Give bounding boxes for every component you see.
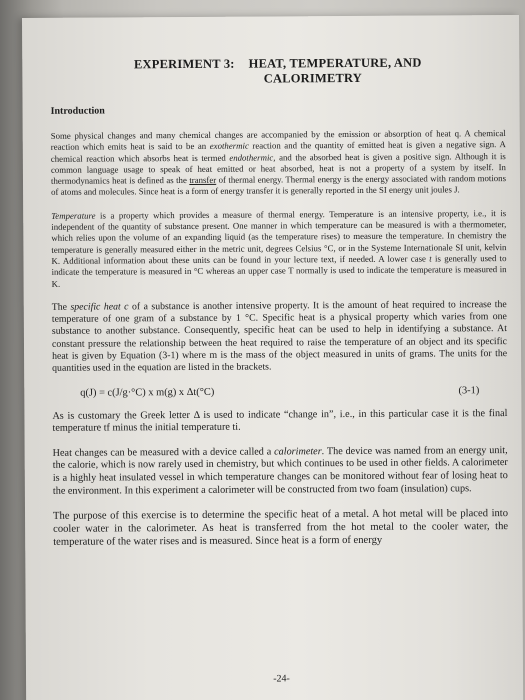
p2-temperature-term: Temperature [51,210,96,221]
document-title [50,55,505,88]
paragraph-calorimeter [53,445,508,498]
p1-text-5: and the absorbed heat is given a positive sign. Although it is common language usage to speak of heat emitted or heat absorbed, heat is not a property of a system by itself. In thermodynamics heat is defined as the [50,150,506,187]
section-heading: Introduction [50,105,105,117]
equation-3-1 [80,385,479,398]
equation-number: (3-1) [458,384,480,396]
equation-text: q(J) = c(J/g·°C) x m(g) x Δt(°C) [80,386,215,399]
page-number: -24- [273,673,290,685]
paragraph-purpose: The purpose of this exercise is to determine the specific heat of a metal. A hot metal will be placed into cooler water in the calorimeter. As heat is transferred from the hot metal to the cooler water, the temperature of the water rises and is measured. Since heat is a form of energy [53,508,509,549]
paragraph-specific-heat [52,299,507,376]
document-page [22,15,523,700]
p1-text-7: of thermal energy. Thermal energy is the energy associated with random motions of atoms and molecules. Since heat is a form of energy transfer it is generally reported in the SI energy unit joules J. [51,173,507,198]
title-experiment: EXPERIMENT 3: [133,56,235,72]
p5-text-1: Heat changes can be measured with a device called a [52,446,275,459]
p3-text-1: The [51,301,71,313]
p2-lowercase-t: t [429,253,432,264]
p5-text-3: . The device was named from an energy unit, the calorie, which is now rarely used in chemistry, but which continues to be used in other fields. A calorimeter is a highly heat insulated vessel in which temperature changes can be monitored without fear of losing heat to the environment. In this experiment a calorimeter will be constructed from two foam (insulation) cups. [52,444,508,497]
p2-text-4: is generally used to indicate the temperature is measured in °C whereas an upper case T normally is used to indicate the temperature is measured in K. [51,253,507,289]
p1-text-3: reaction and the quantity of emitted heat is given a negative sign. A chemical reaction which absorbs heat is termed [50,139,506,164]
p1-endothermic: endothermic, [229,152,276,163]
paragraph-heat [51,128,506,199]
p3-text-3: of a substance is another intensive property. It is the amount of heat required to increase the temperature of one gram of a substance by 1 °C. Specific heat is a physical property which varies from one substance to another substance. Consequently, specific heat can be used to help in identifying a substance. At constant pressure the relationship between the heat required to raise the temperature of an object and its specific heat is given by Equation (3-1) where m is the mass of the object measured in units of grams. The units for the quantities used in the equation are listed in the brackets. [51,298,508,375]
paragraph-temperature [51,208,506,290]
title-line1: HEAT, TEMPERATURE, AND [248,55,422,71]
title-line2: CALORIMETRY [263,70,363,86]
p3-specific-heat-term: specific heat c [70,301,129,313]
p1-text-1: Some physical changes and many chemical changes are accompanied by the emission or absorption of heat q. A chemical reaction which emits heat is said to be an [50,128,506,153]
p1-transfer: transfer [189,175,217,186]
p5-calorimeter-term: calorimeter [274,446,322,458]
page-content [50,55,509,685]
paragraph-delta: As is customary the Greek letter Δ is used to indicate “change in”, i.e., in this particular case it is the final temperature tf minus the initial temperature ti. [52,407,508,435]
p2-text-2: is a property which provides a measure of thermal energy. Temperature is an intensive property, i.e., it is independent of the quantity of substance present. One manner in which temperature can be measured is with a thermometer, which relies upon the volume of an expanding liquid (as the temperature rises) to measure the temperature. In chemistry the temperature is generally measured either in the metric unit, degrees Celsius °C, or in the Systeme Internationale SI unit, kelvin K. Additional information about these units can be found in your lecture text, if needed. A lower case [51,207,507,266]
p1-exothermic: exothermic [209,140,249,152]
